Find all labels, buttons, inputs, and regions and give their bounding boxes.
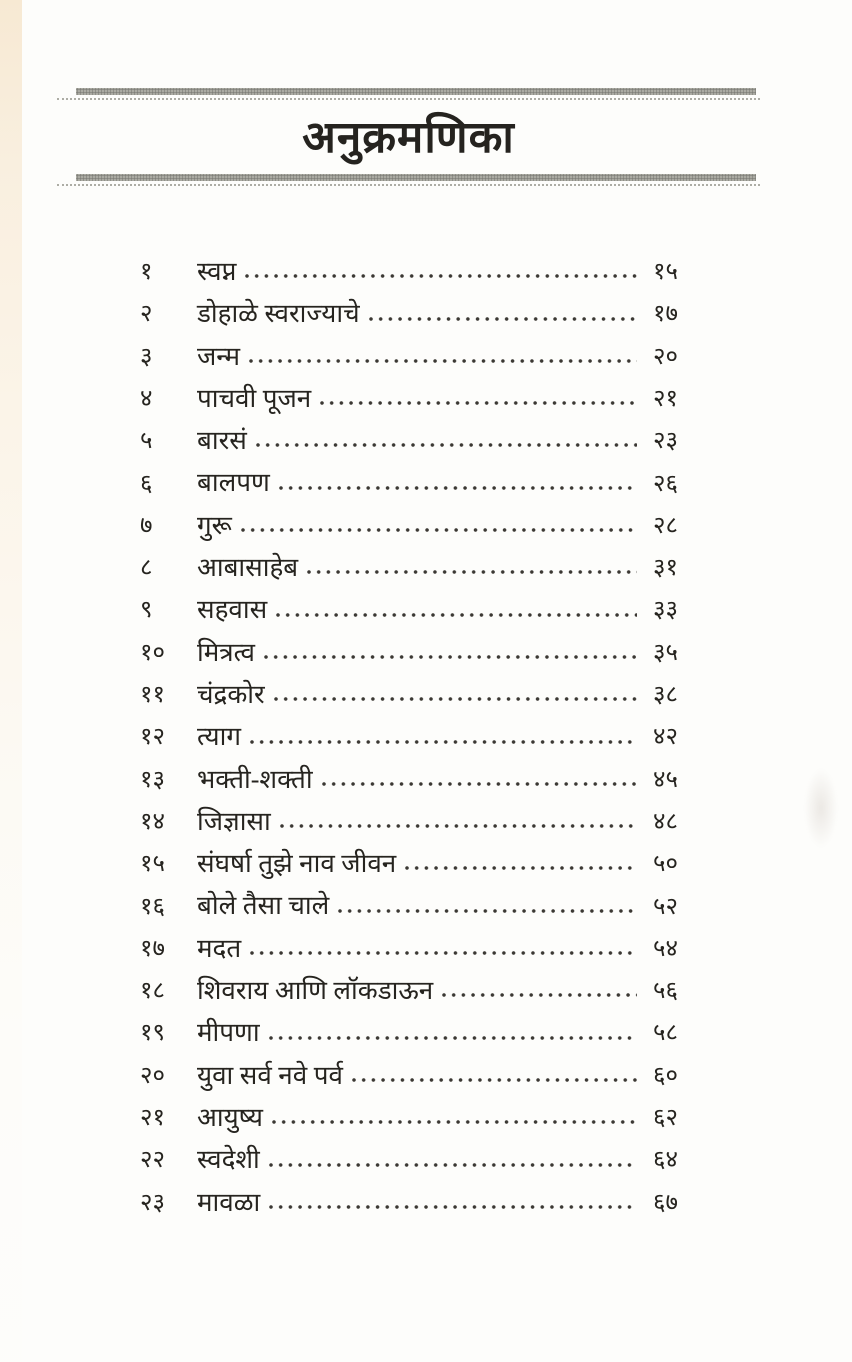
toc-header bbox=[57, 88, 760, 186]
toc-entry-page: ५० bbox=[653, 851, 678, 878]
dot-leader-icon bbox=[269, 1205, 637, 1209]
toc-row bbox=[140, 1131, 678, 1173]
toc-row bbox=[140, 1174, 678, 1216]
toc-entry-number: १३ bbox=[140, 766, 165, 793]
toc-row bbox=[140, 751, 678, 793]
dot-leader-icon bbox=[241, 528, 637, 532]
toc-row bbox=[140, 539, 678, 581]
toc-entry-page: ५२ bbox=[653, 893, 678, 920]
toc-entry-page: ५४ bbox=[653, 935, 678, 962]
double-rule-top bbox=[57, 88, 760, 100]
toc-entry-page: २८ bbox=[653, 512, 678, 539]
toc-entry-title: संघर्षा तुझे नाव जीवन bbox=[197, 849, 397, 879]
dot-leader-icon bbox=[274, 697, 637, 701]
toc-entry-page: १७ bbox=[653, 301, 678, 328]
toc-entry-title: युवा सर्व नवे पर्व bbox=[197, 1060, 343, 1090]
toc-row bbox=[140, 1047, 678, 1089]
toc-entry-title: बोले तैसा चाले bbox=[197, 891, 330, 921]
dot-leader-icon bbox=[269, 1036, 637, 1040]
toc-entry-number: १७ bbox=[140, 935, 165, 962]
toc-entry-page: ३८ bbox=[653, 682, 678, 709]
dot-leader-icon bbox=[269, 1163, 637, 1167]
toc-entry-number: ६ bbox=[140, 470, 153, 497]
toc-row bbox=[140, 835, 678, 877]
toc-entry-number: १० bbox=[140, 639, 165, 666]
toc-entry-page: ४८ bbox=[653, 808, 678, 835]
toc-entry-page: ३१ bbox=[653, 555, 678, 582]
dot-leader-icon bbox=[369, 317, 637, 321]
scan-smudge-decoration bbox=[804, 768, 838, 848]
toc-entry-number: २१ bbox=[140, 1105, 165, 1132]
toc-entry-number: १५ bbox=[140, 851, 165, 878]
toc-entry-title: सहवास bbox=[197, 595, 268, 625]
toc-row bbox=[140, 624, 678, 666]
toc-row bbox=[140, 285, 678, 327]
dot-leader-icon bbox=[272, 1120, 637, 1124]
toc-entry-number: ९ bbox=[140, 597, 153, 624]
toc-row bbox=[140, 243, 678, 285]
toc-entry-number: ७ bbox=[140, 512, 153, 539]
toc-row bbox=[140, 793, 678, 835]
dot-leader-icon bbox=[280, 824, 637, 828]
dot-leader-icon bbox=[279, 486, 637, 490]
toc-entry-page: ६७ bbox=[653, 1189, 678, 1216]
toc-entry-title: मीपणा bbox=[197, 1018, 260, 1048]
toc-entry-page: १५ bbox=[653, 259, 678, 286]
dot-leader-icon bbox=[338, 909, 637, 913]
toc-entry-title: स्वप्न bbox=[197, 257, 237, 286]
toc-entry-title: चंद्रकोर bbox=[197, 679, 265, 709]
toc-entry-title: आबासाहेब bbox=[197, 553, 299, 583]
toc-entry-number: ३ bbox=[140, 343, 153, 370]
toc-entry-page: ४५ bbox=[653, 766, 678, 793]
toc-entry-number: ११ bbox=[140, 682, 165, 709]
toc-entry-page: ४२ bbox=[653, 724, 678, 751]
toc-entry-page: ३३ bbox=[653, 597, 678, 624]
toc-row bbox=[140, 877, 678, 919]
toc-entry-title: शिवराय आणि लॉकडाऊन bbox=[197, 976, 434, 1006]
dot-leader-icon bbox=[264, 655, 637, 659]
toc-entry-title: बारसं bbox=[197, 426, 247, 456]
toc-entry-page: ५६ bbox=[653, 978, 678, 1005]
page-title: अनुक्रमणिका bbox=[302, 113, 515, 162]
toc-entry-number: १४ bbox=[140, 808, 165, 835]
toc-row bbox=[140, 497, 678, 539]
dot-leader-icon bbox=[249, 359, 637, 363]
toc-entry-number: २ bbox=[140, 301, 153, 328]
toc-entry-number: १६ bbox=[140, 893, 165, 920]
toc-entry-page: ६४ bbox=[653, 1147, 678, 1174]
dot-leader-icon bbox=[322, 782, 637, 786]
double-rule-top-thin bbox=[57, 98, 760, 100]
dot-leader-icon bbox=[405, 866, 637, 870]
toc-entry-number: २३ bbox=[140, 1189, 165, 1216]
toc-entry-title: मित्रत्व bbox=[197, 637, 255, 667]
toc-entry-title: बालपण bbox=[197, 468, 270, 498]
toc-row bbox=[140, 370, 678, 412]
toc-entry-number: १८ bbox=[140, 978, 165, 1005]
double-rule-bottom bbox=[57, 174, 760, 186]
double-rule-bottom-thick bbox=[76, 174, 756, 181]
dot-leader-icon bbox=[352, 1078, 637, 1082]
toc-entry-title: जन्म bbox=[197, 341, 241, 371]
toc-list bbox=[140, 243, 678, 1216]
toc-row bbox=[140, 1004, 678, 1046]
double-rule-bottom-thin bbox=[57, 184, 760, 186]
toc-entry-title: गुरू bbox=[197, 510, 232, 540]
toc-entry-title: त्याग bbox=[197, 722, 241, 752]
toc-entry-number: ४ bbox=[140, 386, 153, 412]
toc-row bbox=[140, 920, 678, 962]
toc-entry-number: १ bbox=[140, 259, 153, 286]
toc-row bbox=[140, 454, 678, 496]
toc-entry-page: ५८ bbox=[653, 1020, 678, 1047]
toc-entry-title: भक्ती-शक्ती bbox=[197, 764, 313, 794]
toc-entry-title: डोहाळे स्वराज्याचे bbox=[197, 299, 360, 329]
dot-leader-icon bbox=[256, 443, 637, 447]
toc-row bbox=[140, 962, 678, 1004]
toc-row bbox=[140, 666, 678, 708]
toc-entry-page: ६२ bbox=[653, 1105, 678, 1132]
toc-row bbox=[140, 1089, 678, 1131]
toc-entry-title: स्वदेशी bbox=[197, 1145, 260, 1175]
double-rule-top-thick bbox=[76, 88, 756, 95]
dot-leader-icon bbox=[250, 740, 637, 744]
toc-entry-title: आयुष्य bbox=[197, 1102, 263, 1132]
toc-entry-number: २० bbox=[140, 1062, 165, 1089]
toc-row bbox=[140, 581, 678, 623]
toc-row bbox=[140, 412, 678, 454]
toc-entry-page: २६ bbox=[653, 470, 678, 497]
toc-row bbox=[140, 708, 678, 750]
dot-leader-icon bbox=[320, 401, 637, 405]
dot-leader-icon bbox=[442, 993, 637, 997]
toc-entry-page: २० bbox=[653, 343, 678, 370]
toc-entry-number: १२ bbox=[140, 724, 165, 751]
toc-entry-title: मदत bbox=[197, 933, 242, 963]
dot-leader-icon bbox=[250, 951, 637, 955]
dot-leader-icon bbox=[307, 570, 637, 574]
toc-entry-page: २१ bbox=[653, 386, 678, 412]
toc-entry-number: २२ bbox=[140, 1147, 165, 1174]
toc-entry-page: ३५ bbox=[653, 639, 678, 666]
toc-entry-number: ८ bbox=[140, 555, 153, 582]
scanned-paper-left-edge bbox=[0, 0, 22, 1362]
toc-entry-title: मावळा bbox=[197, 1187, 261, 1217]
toc-entry-number: ५ bbox=[140, 428, 153, 455]
dot-leader-icon bbox=[276, 613, 637, 617]
dot-leader-icon bbox=[245, 274, 637, 278]
toc-entry-number: १९ bbox=[140, 1020, 165, 1047]
toc-row bbox=[140, 328, 678, 370]
toc-entry-page: ६० bbox=[653, 1062, 678, 1089]
toc-entry-title: जिज्ञासा bbox=[197, 806, 271, 836]
toc-entry-page: २३ bbox=[653, 428, 678, 455]
toc-entry-title: पाचवी पूजन bbox=[197, 383, 312, 413]
